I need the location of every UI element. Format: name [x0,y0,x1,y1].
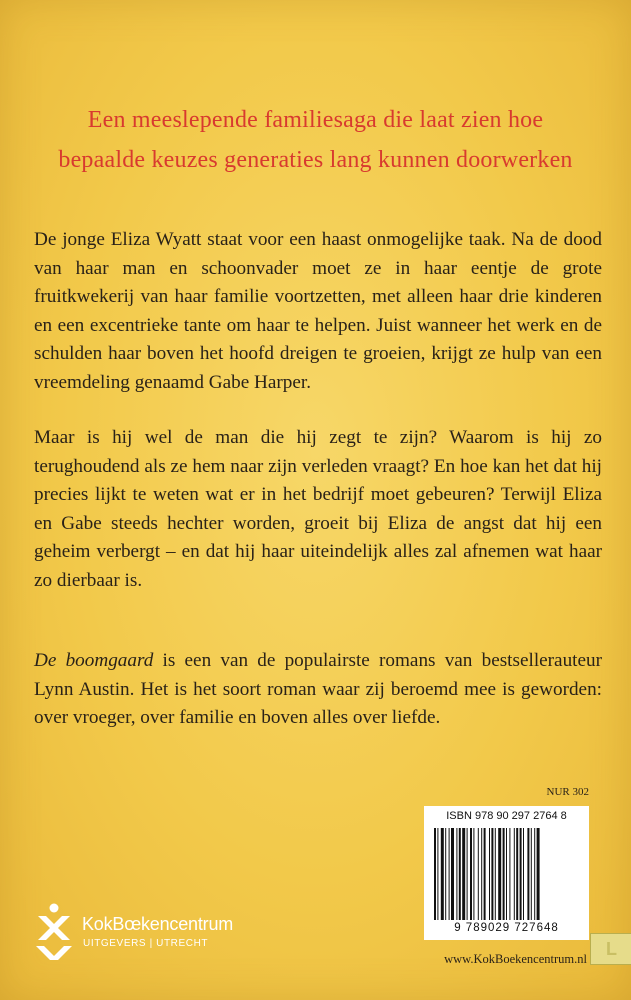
isbn-barcode [424,806,589,940]
isbn-label: ISBN 978 90 297 2764 8 [446,810,567,822]
book-title: De boomgaard [34,650,154,671]
blurb-paragraph-3-text: is een van de populairste romans van bestsellerauteur Lynn Austin. Het is het soort roman waar zij beroemd mee is geworden: over vroeger, over familie en boven alles over liefde. [34,650,602,728]
tagline-line-1: Een meeslepende familiesaga die laat zien hoe [87,107,544,133]
barcode-icon [434,828,579,920]
publisher-website[interactable]: www.KokBoekencentrum.nl [444,952,587,966]
tagline [24,100,607,180]
publisher-logo [32,902,272,962]
barcode-digits: 9 789029 727648 [454,922,559,934]
nur-code: NUR 302 [546,786,589,798]
publisher-location: UITGEVERS | UTRECHT [83,938,209,949]
price-sticker: L [590,933,631,965]
publisher-logo-icon [32,902,76,960]
publisher-name: KokBœkencentrum [82,914,234,934]
blurb-paragraph-1: De jonge Eliza Wyatt staat voor een haast onmogelijke taak. Na de dood van haar man en schoonvader moet ze in haar eentje de grote fruitkwekerij van haar familie voortzetten, met alleen haar drie kinderen en een excentrieke tante om haar te helpen. Juist wanneer het werk en de schulden haar boven het hoofd dreigen te groeien, krijgt ze hulp van een vreemdeling genaamd Gabe Harper. [34,229,602,393]
tagline-line-2: bepaalde keuzes generaties lang kunnen doorwerken [58,147,573,173]
blurb-paragraph-3 [34,647,602,733]
blurb-paragraph-2: Maar is hij wel de man die hij zegt te zijn? Waarom is hij zo terughoudend als ze hem naar zijn verleden vraagt? En hoe kan het dat hij precies lijkt te weten wat er in het bedrijf moet gebeuren? Terwijl Eliza en Gabe steeds hechter worden, groeit bij Eliza de angst dat hij een geheim verbergt – en dat hij haar uiteindelijk alles zal afnemen wat haar zo dierbaar is. [34,427,602,591]
